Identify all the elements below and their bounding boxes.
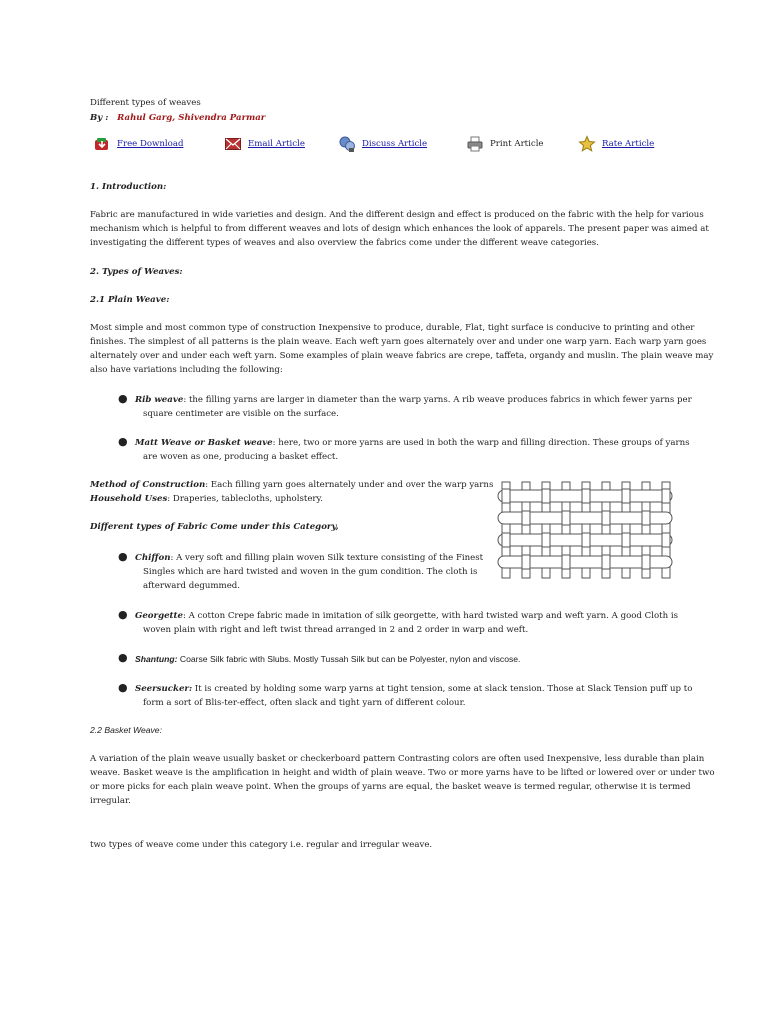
discuss-link[interactable]: Discuss Article <box>362 139 428 149</box>
bullet-dot: ● <box>118 651 128 664</box>
seersucker-term: Seersucker: <box>135 684 193 694</box>
rib-line-2: square centimeter are visible on the surface. <box>143 409 339 419</box>
shantung-term: Shantung: <box>135 654 178 664</box>
print-label[interactable]: Print Article <box>490 139 544 149</box>
rib-text: : the filling yarns are larger in diameter than the warp yarns. A rib weave produces fabrics in which fewer yarns per <box>183 395 692 405</box>
chiffon-line-3: afterward degummed. <box>143 581 241 591</box>
bullet-dot: ● <box>118 550 128 563</box>
rib-line-1 <box>135 393 692 408</box>
georgette-line-1 <box>135 609 678 624</box>
georgette-term: Georgette <box>135 611 183 621</box>
bullet-dot: ● <box>118 435 128 448</box>
plain-weave-diagram <box>494 480 674 580</box>
basket-weave-heading: 2.2 Basket Weave: <box>90 725 162 735</box>
closing-line: two types of weave come under this category i.e. regular and irregular weave. <box>90 840 433 850</box>
rate-button[interactable] <box>578 134 654 154</box>
household-text: : Draperies, tablecloths, upholstery. <box>167 494 323 504</box>
download-link[interactable]: Free Download <box>117 139 184 149</box>
method-text: : Each filling yarn goes alternately under and over the warp yarns <box>205 480 494 490</box>
bullet-dot: ● <box>118 608 128 621</box>
seersucker-line-2: form a sort of Blis-ter-effect, often slack and tight yarn of different colour. <box>143 698 466 708</box>
types-heading: 2. Types of Weaves: <box>90 267 183 277</box>
shantung-text: Coarse Silk fabric with Slubs. Mostly Tussah Silk but can be Polyester, nylon and viscose. <box>177 654 521 664</box>
matt-term: Matt Weave or Basket weave <box>135 438 273 448</box>
chiffon-text: : A very soft and filling plain woven Silk texture consisting of the Finest <box>170 553 484 563</box>
georgette-text: : A cotton Crepe fabric made in imitation of silk georgette, with hard twisted warp and weft yarn. A good Cloth is <box>182 611 679 621</box>
print-button[interactable] <box>466 134 544 154</box>
chiffon-line-2: Singles which are hard twisted and woven in the gum condition. The cloth is <box>143 567 478 577</box>
shantung-line <box>135 652 520 668</box>
category-heading: Different types of Fabric Come under this Category, <box>90 522 339 532</box>
plain-line-4: also have variations including the following: <box>90 365 283 375</box>
intro-heading: 1. Introduction: <box>90 182 167 192</box>
rate-link[interactable]: Rate Article <box>602 139 655 149</box>
plain-line-2: finishes. The simplest of all patterns is the plain weave. Each weft yarn goes alternately over and under one warp yarn. Each warp yarn goes <box>90 337 707 347</box>
chiffon-line-1 <box>135 551 483 566</box>
basket-line-2: weave. Basket weave is the amplification in height and width of plain weave. Two or more yarns have to be lifted or lowered over or under two <box>90 768 715 778</box>
star-icon <box>578 135 596 153</box>
basket-line-4: irregular. <box>90 796 131 806</box>
household-line <box>90 492 323 507</box>
discuss-icon <box>338 135 356 153</box>
bullet-dot: ● <box>118 392 128 405</box>
email-link[interactable]: Email Article <box>248 139 305 149</box>
seersucker-line-1 <box>135 682 692 697</box>
plain-line-1: Most simple and most common type of construction Inexpensive to produce, durable, Flat, tight surface is conducive to printing and other <box>90 323 695 333</box>
byline <box>90 111 265 126</box>
plain-weave-heading: 2.1 Plain Weave: <box>90 295 170 305</box>
download-button[interactable] <box>93 134 183 154</box>
basket-line-3: or more picks for each plain weave point. When the groups of yarns are equal, the basket weave is termed regular, otherwise it is termed <box>90 782 691 792</box>
matt-line-2: are woven as one, producing a basket effect. <box>143 452 339 462</box>
by-label: By : <box>90 113 109 123</box>
authors: Rahul Garg, Shivendra Parmar <box>117 113 266 123</box>
method-line <box>90 478 493 493</box>
household-term: Household Uses <box>90 494 168 504</box>
intro-line-1: Fabric are manufactured in wide varieties and design. And the different design and effect is produced on the fabric with the help for various <box>90 210 704 220</box>
printer-icon <box>466 135 484 153</box>
intro-line-3: investigating the different types of weaves and also overview the fabrics come under the different weave categories. <box>90 238 599 248</box>
matt-line-1 <box>135 436 690 451</box>
chiffon-term: Chiffon <box>135 553 171 563</box>
matt-text: : here, two or more yarns are used in both the warp and filling direction. These groups of yarns <box>272 438 690 448</box>
download-icon <box>93 135 111 153</box>
email-icon <box>224 135 242 153</box>
bullet-dot: ● <box>118 681 128 694</box>
plain-line-3: alternately over and under each weft yarn. Some examples of plain weave fabrics are crepe, taffeta, organdy and muslin. The plain weave may <box>90 351 714 361</box>
discuss-button[interactable] <box>338 134 427 154</box>
georgette-line-2: woven plain with right and left twist thread arranged in 2 and 2 order in warp and weft. <box>143 625 529 635</box>
method-term: Method of Construction <box>90 480 206 490</box>
doc-title: Different types of weaves <box>90 98 201 108</box>
basket-line-1: A variation of the plain weave usually basket or checkerboard pattern Contrasting colors are often used Inexpensive, less durable than plain <box>90 754 705 764</box>
email-button[interactable] <box>224 134 305 154</box>
rib-term: Rib weave <box>135 395 184 405</box>
seersucker-text: It is created by holding some warp yarns at tight tension, some at slack tension. Those at Slack Tension puff up to <box>192 684 693 694</box>
intro-line-2: mechanism which is helpful to from different weaves and lots of design which enhances the look of apparels. The present paper was aimed at <box>90 224 709 234</box>
